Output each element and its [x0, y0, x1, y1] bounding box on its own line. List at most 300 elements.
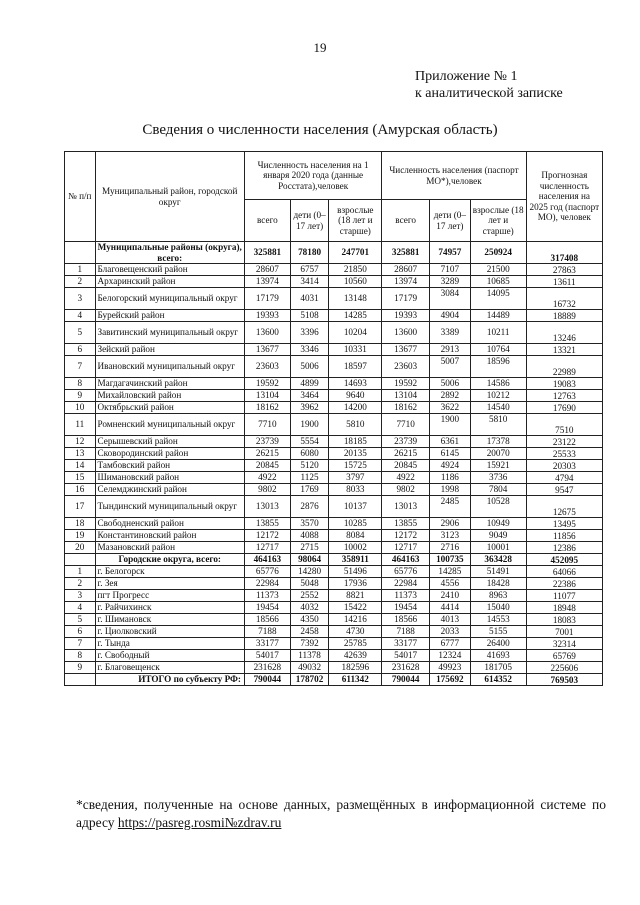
cell-passport-children: 3622 [430, 402, 471, 414]
cell-rosstat-adults: 25785 [329, 638, 382, 650]
row-number: 6 [65, 626, 96, 638]
cell-rosstat-adults: 14285 [329, 310, 382, 322]
cell-passport-children: 4013 [430, 614, 471, 626]
cell-passport-children: 3289 [430, 276, 471, 288]
header-forecast: Прогнозная численность населения на 2025 год (паспорт МО), человек [526, 152, 602, 242]
cell-rosstat-total: 19592 [244, 378, 290, 390]
cell-rosstat-children: 78180 [290, 242, 329, 264]
row-number: 11 [65, 414, 96, 436]
row-number: 3 [65, 288, 96, 310]
cell-rosstat-children: 1769 [290, 484, 329, 496]
table-row [65, 264, 603, 276]
cell-passport-adults: 8963 [470, 590, 526, 602]
cell-passport-total: 464163 [382, 554, 430, 566]
cell-rosstat-children: 2552 [290, 590, 329, 602]
table-row [65, 484, 603, 496]
cell-rosstat-children: 178702 [290, 674, 329, 686]
cell-passport-total: 22984 [382, 578, 430, 590]
table-row [65, 378, 603, 390]
cell-rosstat-children: 4031 [290, 288, 329, 310]
cell-rosstat-total: 231628 [244, 662, 290, 674]
row-name: Городские округа, всего: [95, 554, 244, 566]
cell-passport-total: 23739 [382, 436, 430, 448]
cell-passport-total: 33177 [382, 638, 430, 650]
cell-passport-adults: 41693 [470, 650, 526, 662]
cell-passport-children: 4556 [430, 578, 471, 590]
cell-passport-children: 49923 [430, 662, 471, 674]
cell-passport-children: 1186 [430, 472, 471, 484]
table-row [65, 242, 603, 264]
row-number [65, 674, 96, 686]
cell-passport-adults: 21500 [470, 264, 526, 276]
cell-forecast: 22386 [526, 578, 602, 590]
cell-rosstat-children: 6080 [290, 448, 329, 460]
row-number: 19 [65, 530, 96, 542]
cell-passport-total: 20845 [382, 460, 430, 472]
table-row [65, 614, 603, 626]
cell-rosstat-children: 3464 [290, 390, 329, 402]
cell-passport-total: 12717 [382, 542, 430, 554]
table-row [65, 554, 603, 566]
table-row [65, 344, 603, 356]
cell-passport-children: 4414 [430, 602, 471, 614]
row-name: пгт Прогресс [95, 590, 244, 602]
cell-passport-total: 13013 [382, 496, 430, 518]
cell-passport-children: 175692 [430, 674, 471, 686]
footnote-link[interactable]: https://pasreg.rosmi№zdrav.ru [117, 815, 282, 830]
cell-rosstat-total: 18162 [244, 402, 290, 414]
cell-rosstat-children: 3396 [290, 322, 329, 344]
cell-forecast: 11077 [526, 590, 602, 602]
cell-rosstat-total: 13104 [244, 390, 290, 402]
cell-passport-children: 2716 [430, 542, 471, 554]
cell-passport-total: 28607 [382, 264, 430, 276]
cell-passport-adults: 250924 [470, 242, 526, 264]
cell-forecast: 13611 [526, 276, 602, 288]
cell-rosstat-children: 3346 [290, 344, 329, 356]
cell-rosstat-children: 3570 [290, 518, 329, 530]
cell-passport-adults: 10949 [470, 518, 526, 530]
cell-passport-children: 12324 [430, 650, 471, 662]
cell-passport-adults: 614352 [470, 674, 526, 686]
row-name: Благовещенский район [95, 264, 244, 276]
row-name: г. Райчихинск [95, 602, 244, 614]
cell-passport-adults: 363428 [470, 554, 526, 566]
cell-rosstat-total: 13600 [244, 322, 290, 344]
cell-rosstat-adults: 18597 [329, 356, 382, 378]
table-row [65, 674, 603, 686]
row-number: 14 [65, 460, 96, 472]
row-number: 2 [65, 276, 96, 288]
cell-rosstat-adults: 51496 [329, 566, 382, 578]
row-number: 1 [65, 264, 96, 276]
header-rosstat-adults: взрослые (18 лет и старше) [329, 200, 382, 242]
cell-passport-total: 54017 [382, 650, 430, 662]
cell-passport-total: 19454 [382, 602, 430, 614]
cell-passport-total: 231628 [382, 662, 430, 674]
cell-rosstat-total: 13677 [244, 344, 290, 356]
row-name: Ромненский муниципальный округ [95, 414, 244, 436]
cell-rosstat-children: 98064 [290, 554, 329, 566]
header-rosstat: Численность населения на 1 января 2020 года (данные Росстата),человек [244, 152, 381, 200]
row-number: 17 [65, 496, 96, 518]
cell-rosstat-total: 23739 [244, 436, 290, 448]
table-row [65, 460, 603, 472]
cell-forecast: 4794 [526, 472, 602, 484]
table-row [65, 276, 603, 288]
row-name: г. Шимановск [95, 614, 244, 626]
table-row [65, 322, 603, 344]
row-number: 7 [65, 638, 96, 650]
cell-passport-total: 19592 [382, 378, 430, 390]
cell-passport-adults: 5155 [470, 626, 526, 638]
cell-rosstat-total: 11373 [244, 590, 290, 602]
cell-rosstat-adults: 15725 [329, 460, 382, 472]
cell-rosstat-total: 19393 [244, 310, 290, 322]
cell-passport-adults: 14540 [470, 402, 526, 414]
row-number: 18 [65, 518, 96, 530]
cell-rosstat-children: 2458 [290, 626, 329, 638]
table-row [65, 590, 603, 602]
row-name: Муниципальные районы (округа), всего: [95, 242, 244, 264]
cell-passport-adults: 51491 [470, 566, 526, 578]
cell-rosstat-total: 23603 [244, 356, 290, 378]
table-row [65, 402, 603, 414]
cell-rosstat-adults: 182596 [329, 662, 382, 674]
cell-passport-total: 13104 [382, 390, 430, 402]
cell-rosstat-children: 1900 [290, 414, 329, 436]
cell-rosstat-adults: 4730 [329, 626, 382, 638]
table-row [65, 288, 603, 310]
cell-passport-adults: 18428 [470, 578, 526, 590]
table-row [65, 650, 603, 662]
cell-forecast: 452095 [526, 554, 602, 566]
cell-rosstat-adults: 10137 [329, 496, 382, 518]
cell-forecast: 16732 [526, 288, 602, 310]
cell-forecast: 225606 [526, 662, 602, 674]
row-name: г. Циолковский [95, 626, 244, 638]
cell-rosstat-adults: 10560 [329, 276, 382, 288]
cell-rosstat-total: 54017 [244, 650, 290, 662]
row-name: г. Зея [95, 578, 244, 590]
cell-rosstat-total: 790044 [244, 674, 290, 686]
cell-passport-adults: 14095 [470, 288, 526, 310]
row-number: 5 [65, 322, 96, 344]
row-number: 9 [65, 662, 96, 674]
row-number: 15 [65, 472, 96, 484]
cell-rosstat-adults: 611342 [329, 674, 382, 686]
row-name: Мазановский район [95, 542, 244, 554]
cell-passport-total: 9802 [382, 484, 430, 496]
row-number [65, 554, 96, 566]
cell-passport-adults: 15921 [470, 460, 526, 472]
cell-forecast: 317408 [526, 242, 602, 264]
row-number: 7 [65, 356, 96, 378]
cell-rosstat-children: 6757 [290, 264, 329, 276]
header-passport: Численность населения (паспорт МО*),человек [382, 152, 526, 200]
row-name: Тындинский муниципальный округ [95, 496, 244, 518]
cell-passport-children: 2906 [430, 518, 471, 530]
cell-rosstat-total: 4922 [244, 472, 290, 484]
cell-forecast: 18889 [526, 310, 602, 322]
row-number: 8 [65, 650, 96, 662]
row-name: Магдагачинский район [95, 378, 244, 390]
cell-rosstat-adults: 9640 [329, 390, 382, 402]
cell-rosstat-adults: 17936 [329, 578, 382, 590]
cell-rosstat-adults: 8033 [329, 484, 382, 496]
cell-passport-children: 4904 [430, 310, 471, 322]
cell-passport-children: 3123 [430, 530, 471, 542]
row-number: 10 [65, 402, 96, 414]
cell-forecast: 9547 [526, 484, 602, 496]
cell-forecast: 769503 [526, 674, 602, 686]
cell-passport-adults: 26400 [470, 638, 526, 650]
cell-passport-total: 11373 [382, 590, 430, 602]
cell-passport-total: 18162 [382, 402, 430, 414]
row-name: Шимановский район [95, 472, 244, 484]
cell-forecast: 65769 [526, 650, 602, 662]
table-row [65, 578, 603, 590]
row-name: Бурейский район [95, 310, 244, 322]
cell-passport-total: 13974 [382, 276, 430, 288]
page-number: 19 [313, 40, 327, 55]
cell-rosstat-total: 13855 [244, 518, 290, 530]
header-passport-total: всего [382, 200, 430, 242]
cell-passport-total: 23603 [382, 356, 430, 378]
row-number [65, 242, 96, 264]
table-row [65, 518, 603, 530]
cell-rosstat-children: 4088 [290, 530, 329, 542]
cell-forecast: 13246 [526, 322, 602, 344]
row-number: 20 [65, 542, 96, 554]
table-row [65, 542, 603, 554]
row-number: 2 [65, 578, 96, 590]
cell-passport-adults: 20070 [470, 448, 526, 460]
cell-forecast: 12675 [526, 496, 602, 518]
cell-rosstat-adults: 18185 [329, 436, 382, 448]
cell-rosstat-adults: 13148 [329, 288, 382, 310]
cell-rosstat-total: 26215 [244, 448, 290, 460]
cell-passport-adults: 15040 [470, 602, 526, 614]
header-num: № п/п [65, 152, 96, 242]
appendix-heading [415, 68, 563, 102]
cell-rosstat-adults: 10002 [329, 542, 382, 554]
table-row [65, 310, 603, 322]
cell-passport-total: 13855 [382, 518, 430, 530]
row-number: 8 [65, 378, 96, 390]
cell-rosstat-total: 65776 [244, 566, 290, 578]
cell-rosstat-total: 22984 [244, 578, 290, 590]
row-name: ИТОГО по субъекту РФ: [95, 674, 244, 686]
cell-passport-adults: 3736 [470, 472, 526, 484]
population-table [64, 151, 603, 686]
cell-rosstat-total: 9802 [244, 484, 290, 496]
cell-forecast: 7001 [526, 626, 602, 638]
cell-passport-total: 65776 [382, 566, 430, 578]
cell-rosstat-total: 20845 [244, 460, 290, 472]
header-passport-adults: взрослые (18 лет и старше) [470, 200, 526, 242]
cell-rosstat-adults: 247701 [329, 242, 382, 264]
cell-passport-adults: 10528 [470, 496, 526, 518]
cell-rosstat-adults: 5810 [329, 414, 382, 436]
row-number: 9 [65, 390, 96, 402]
cell-passport-children: 2892 [430, 390, 471, 402]
row-name: Архаринский район [95, 276, 244, 288]
cell-passport-children: 7107 [430, 264, 471, 276]
cell-passport-adults: 17378 [470, 436, 526, 448]
appendix-line-1: Приложение № 1 [415, 69, 518, 84]
cell-passport-total: 17179 [382, 288, 430, 310]
cell-passport-children: 74957 [430, 242, 471, 264]
row-name: Октябрьский район [95, 402, 244, 414]
row-number: 1 [65, 566, 96, 578]
cell-passport-total: 325881 [382, 242, 430, 264]
cell-passport-adults: 14586 [470, 378, 526, 390]
cell-rosstat-adults: 14693 [329, 378, 382, 390]
row-name: Константиновский район [95, 530, 244, 542]
cell-passport-total: 790044 [382, 674, 430, 686]
cell-passport-total: 7188 [382, 626, 430, 638]
cell-rosstat-adults: 3797 [329, 472, 382, 484]
cell-rosstat-adults: 14200 [329, 402, 382, 414]
cell-rosstat-adults: 8821 [329, 590, 382, 602]
cell-rosstat-adults: 358911 [329, 554, 382, 566]
cell-passport-children: 1900 [430, 414, 471, 436]
cell-passport-total: 19393 [382, 310, 430, 322]
header-rosstat-total: всего [244, 200, 290, 242]
cell-forecast: 18948 [526, 602, 602, 614]
cell-rosstat-children: 5554 [290, 436, 329, 448]
table-row [65, 530, 603, 542]
row-name: Зейский район [95, 344, 244, 356]
cell-rosstat-adults: 42639 [329, 650, 382, 662]
cell-passport-children: 1998 [430, 484, 471, 496]
table-row [65, 496, 603, 518]
table-row [65, 662, 603, 674]
cell-rosstat-children: 4032 [290, 602, 329, 614]
row-name: Свободненский район [95, 518, 244, 530]
table-row [65, 448, 603, 460]
cell-rosstat-total: 28607 [244, 264, 290, 276]
cell-forecast: 7510 [526, 414, 602, 436]
table-row [65, 472, 603, 484]
row-number: 12 [65, 436, 96, 448]
cell-forecast: 19083 [526, 378, 602, 390]
cell-rosstat-adults: 14216 [329, 614, 382, 626]
cell-passport-children: 14285 [430, 566, 471, 578]
table-row [65, 566, 603, 578]
cell-rosstat-total: 464163 [244, 554, 290, 566]
cell-rosstat-adults: 10285 [329, 518, 382, 530]
cell-rosstat-children: 5108 [290, 310, 329, 322]
cell-rosstat-adults: 10204 [329, 322, 382, 344]
cell-rosstat-total: 13013 [244, 496, 290, 518]
row-name: Ивановский муниципальный округ [95, 356, 244, 378]
cell-forecast: 12763 [526, 390, 602, 402]
cell-passport-total: 26215 [382, 448, 430, 460]
cell-rosstat-children: 4899 [290, 378, 329, 390]
row-name: Серышевский район [95, 436, 244, 448]
cell-rosstat-total: 12172 [244, 530, 290, 542]
header-passport-children: дети (0–17 лет) [430, 200, 471, 242]
cell-forecast: 11856 [526, 530, 602, 542]
cell-passport-children: 6361 [430, 436, 471, 448]
cell-rosstat-total: 17179 [244, 288, 290, 310]
row-name: Селемджинский район [95, 484, 244, 496]
cell-rosstat-adults: 8084 [329, 530, 382, 542]
table-row [65, 356, 603, 378]
cell-rosstat-children: 4350 [290, 614, 329, 626]
cell-forecast: 17690 [526, 402, 602, 414]
cell-rosstat-children: 2715 [290, 542, 329, 554]
cell-forecast: 32314 [526, 638, 602, 650]
cell-rosstat-total: 325881 [244, 242, 290, 264]
cell-forecast: 13495 [526, 518, 602, 530]
cell-passport-children: 2913 [430, 344, 471, 356]
row-number: 4 [65, 602, 96, 614]
cell-rosstat-children: 3414 [290, 276, 329, 288]
cell-passport-total: 13677 [382, 344, 430, 356]
cell-passport-adults: 14489 [470, 310, 526, 322]
cell-rosstat-total: 7188 [244, 626, 290, 638]
cell-forecast: 12386 [526, 542, 602, 554]
cell-passport-adults: 10001 [470, 542, 526, 554]
header-rosstat-children: дети (0–17 лет) [290, 200, 329, 242]
cell-rosstat-children: 7392 [290, 638, 329, 650]
cell-rosstat-total: 19454 [244, 602, 290, 614]
cell-rosstat-children: 1125 [290, 472, 329, 484]
cell-passport-adults: 181705 [470, 662, 526, 674]
table-row [65, 638, 603, 650]
cell-passport-children: 3389 [430, 322, 471, 344]
row-name: г. Тында [95, 638, 244, 650]
footnote [76, 796, 606, 832]
cell-passport-adults: 5810 [470, 414, 526, 436]
cell-forecast: 64066 [526, 566, 602, 578]
table-row [65, 390, 603, 402]
cell-passport-children: 2033 [430, 626, 471, 638]
cell-passport-adults: 9049 [470, 530, 526, 542]
cell-rosstat-children: 5006 [290, 356, 329, 378]
cell-passport-total: 12172 [382, 530, 430, 542]
cell-forecast: 25533 [526, 448, 602, 460]
cell-passport-total: 7710 [382, 414, 430, 436]
row-name: г. Белогорск [95, 566, 244, 578]
cell-passport-adults: 18596 [470, 356, 526, 378]
cell-forecast: 22989 [526, 356, 602, 378]
header-name: Муниципальный район, городской округ [95, 152, 244, 242]
row-name: Михайловский район [95, 390, 244, 402]
cell-rosstat-total: 18566 [244, 614, 290, 626]
cell-passport-total: 13600 [382, 322, 430, 344]
cell-rosstat-adults: 20135 [329, 448, 382, 460]
cell-passport-children: 3084 [430, 288, 471, 310]
table-row [65, 436, 603, 448]
footnote-text: *сведения, полученные на основе данных, размещённых в информационной системе по адресу [76, 797, 606, 830]
cell-passport-total: 4922 [382, 472, 430, 484]
table-row [65, 602, 603, 614]
cell-passport-children: 100735 [430, 554, 471, 566]
cell-rosstat-children: 3962 [290, 402, 329, 414]
row-name: Завитинский муниципальный округ [95, 322, 244, 344]
table-row [65, 626, 603, 638]
cell-passport-adults: 10764 [470, 344, 526, 356]
row-number: 16 [65, 484, 96, 496]
row-name: Сковородинский район [95, 448, 244, 460]
row-number: 4 [65, 310, 96, 322]
cell-passport-adults: 7804 [470, 484, 526, 496]
cell-forecast: 20303 [526, 460, 602, 472]
